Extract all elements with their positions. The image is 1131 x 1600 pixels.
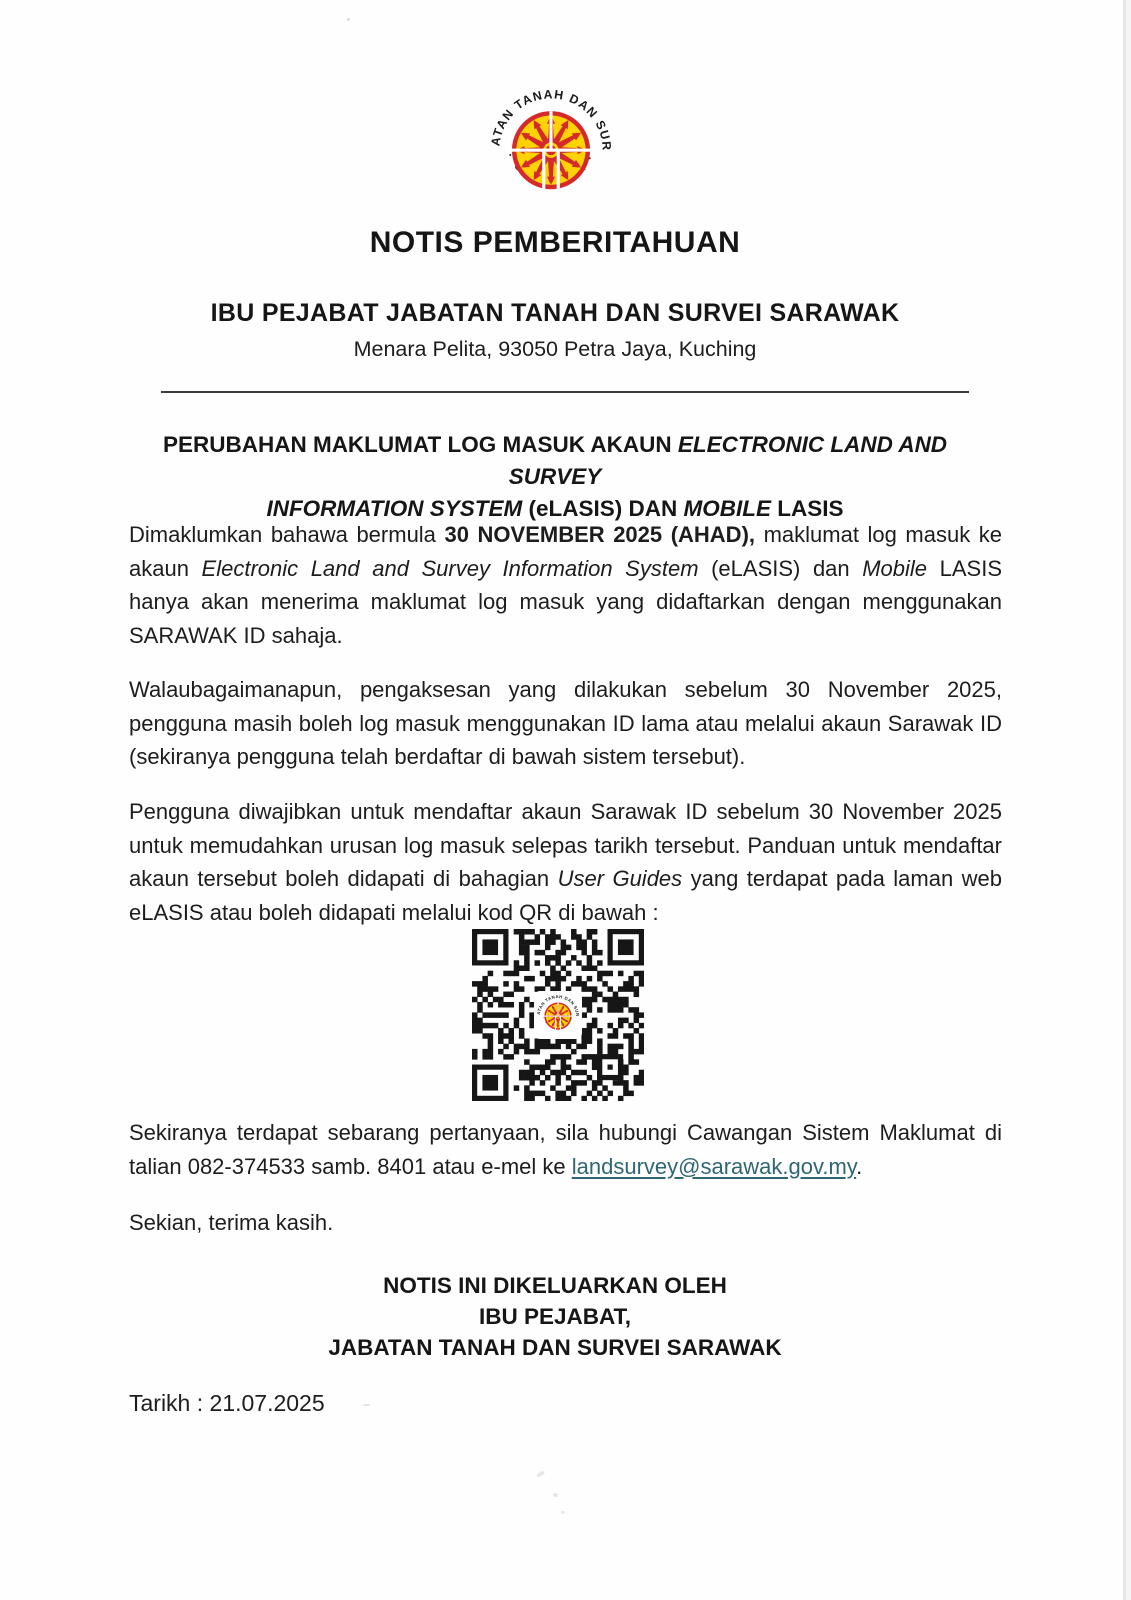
subject-line-1 xyxy=(120,429,990,493)
paragraph-contact xyxy=(129,1116,1002,1183)
text-segment: PERUBAHAN MAKLUMAT LOG MASUK AKAUN xyxy=(162,432,678,457)
notice-title: NOTIS PEMBERITAHUAN xyxy=(369,226,741,259)
issued-by-line-3: JABATAN TANAH DAN SURVEI SARAWAK xyxy=(328,1335,782,1360)
text-segment: User Guides xyxy=(557,866,683,891)
text-segment: yang terdapat pada laman web eLASIS atau boleh didapati melalui kod QR di bawah : xyxy=(129,866,1002,925)
text-segment: LASIS hanya akan menerima maklumat log masuk yang didaftarkan dengan menggunakan SARAWAK ID sahaja. xyxy=(129,555,1002,648)
issued-by-block xyxy=(0,1270,1110,1363)
text-segment: maklumat log masuk ke akaun xyxy=(129,522,1003,581)
divider xyxy=(161,391,969,393)
text-segment: . xyxy=(856,1153,863,1179)
paragraph-transition xyxy=(129,673,1002,774)
email-link[interactable]: landsurvey@sarawak.gov.my xyxy=(571,1153,857,1179)
department-seal-logo xyxy=(484,84,618,210)
paragraph-announcement xyxy=(129,518,1002,652)
scan-speck xyxy=(347,18,350,21)
scan-edge-artifact xyxy=(1126,0,1131,1600)
text-segment: (eLASIS) DAN xyxy=(528,496,684,521)
text-segment: Sekiranya terdapat sebarang pertanyaan, sila hubungi Cawangan Sistem Maklumat di talian 082-374533 samb. 8401 atau e-mel ke xyxy=(129,1120,1002,1179)
text-segment: (eLASIS) dan xyxy=(698,555,863,581)
text-segment: Walaubagaimanapun, pengaksesan yang dilakukan sebelum 30 November 2025, pengguna masih boleh log masuk menggunakan ID lama atau melalui akaun Sarawak ID (sekiranya pengguna telah berdaftar di bawah sistem tersebut). xyxy=(129,677,1002,769)
qr-code xyxy=(472,929,644,1101)
text-segment: Mobile xyxy=(862,555,928,581)
issued-by-line-2: IBU PEJABAT, xyxy=(478,1304,632,1329)
text-segment: ELECTRONIC LAND AND SURVEY xyxy=(508,432,948,489)
text-segment: MOBILE xyxy=(683,496,772,521)
scan-speck xyxy=(553,1493,558,1497)
text-segment: Dimaklumkan bahawa bermula xyxy=(129,522,445,547)
text-segment: 30 NOVEMBER 2025 (AHAD), xyxy=(444,522,756,547)
text-segment: INFORMATION SYSTEM xyxy=(266,496,529,521)
office-name: IBU PEJABAT JABATAN TANAH DAN SURVEI SARAWAK xyxy=(210,299,900,327)
subject-heading xyxy=(120,429,990,525)
scan-speck xyxy=(536,1470,546,1478)
text-segment: LASIS xyxy=(771,496,844,521)
text-segment: Electronic Land and Survey Information System xyxy=(201,555,699,581)
office-address: Menara Pelita, 93050 Petra Jaya, Kuching xyxy=(353,337,757,361)
date-line: Tarikh : 21.07.2025 xyxy=(129,1390,325,1416)
issued-by-line-1: NOTIS INI DIKELUARKAN OLEH xyxy=(383,1273,727,1298)
text-segment: Pengguna diwajibkan untuk mendaftar akaun Sarawak ID sebelum 30 November 2025 untuk memudahkan urusan log masuk selepas tarikh tersebut. Panduan untuk mendaftar akaun tersebut boleh didapati di bahagian xyxy=(129,799,1002,891)
scan-speck xyxy=(363,1404,370,1406)
closing-remark: Sekian, terima kasih. xyxy=(129,1210,334,1235)
paragraph-registration-guide xyxy=(129,795,1002,929)
scan-edge-line-artifact xyxy=(1123,0,1126,1600)
scan-speck xyxy=(561,1511,565,1514)
